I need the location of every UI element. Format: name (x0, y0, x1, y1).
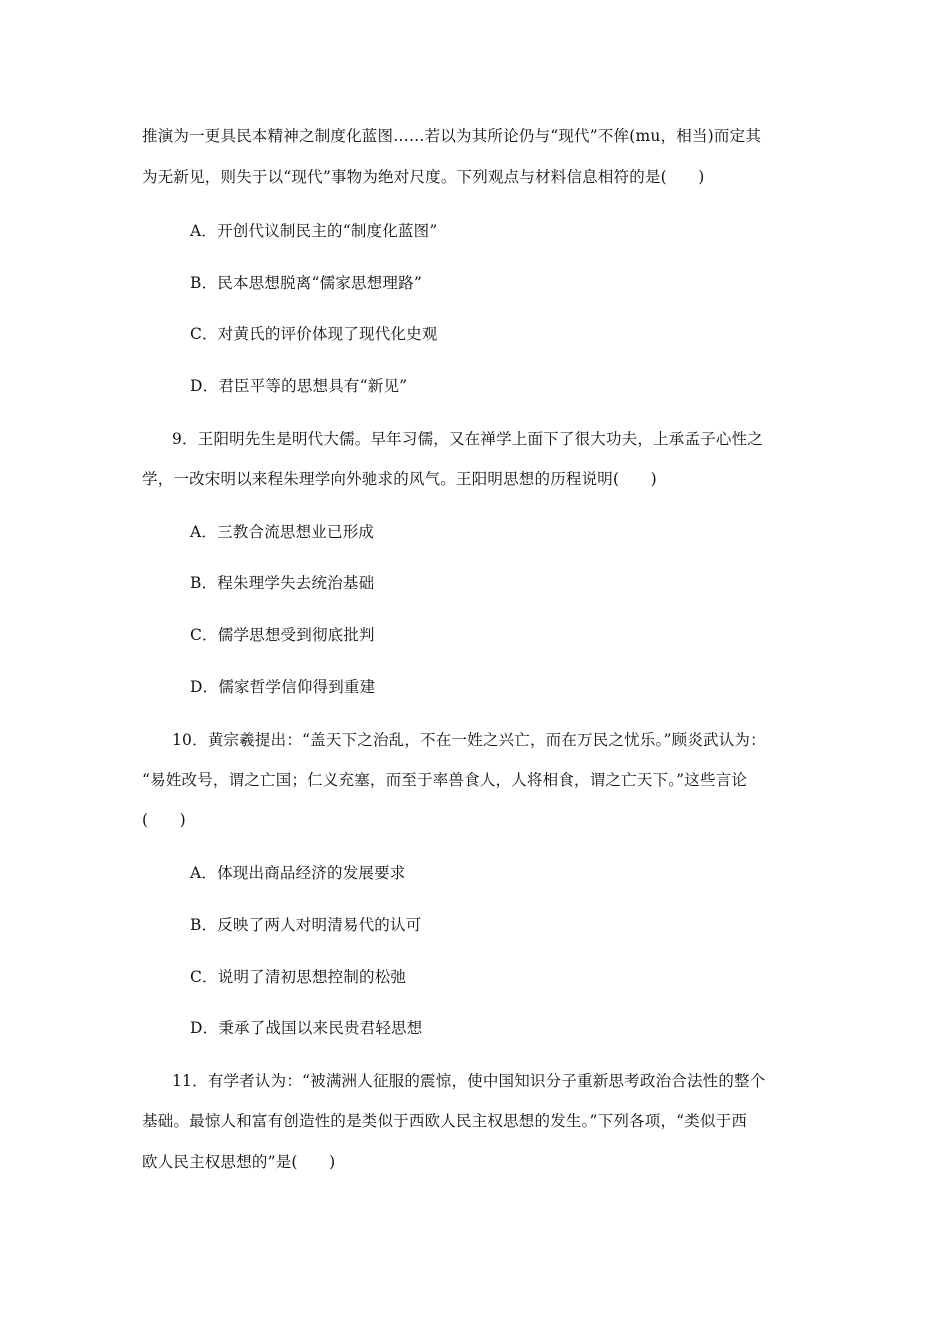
q8-stem-line-2: 为无新见，则失于以“现代”事物为绝对尺度。下列观点与材料信息相符的是( ) (142, 168, 705, 186)
q10-stem-line-1: 10．黄宗羲提出：“盖天下之治乱，不在一姓之兴亡，而在万民之忧乐。”顾炎武认为： (172, 731, 766, 749)
q9-option-d: D．儒家哲学信仰得到重建 (190, 678, 376, 696)
q11-stem-line-1: 11．有学者认为：“被满洲人征服的震惊，使中国知识分子重新思考政治合法性的整个 (172, 1072, 766, 1090)
q9-option-b: B．程朱理学失去统治基础 (190, 574, 375, 592)
q9-option-c: C．儒学思想受到彻底批判 (190, 626, 375, 644)
q10-option-c: C．说明了清初思想控制的松弛 (190, 968, 407, 986)
q10-stem-line-2: “易姓改号，谓之亡国；仁义充塞，而至于率兽食人，人将相食，谓之亡天下。”这些言论 (142, 771, 748, 789)
q8-option-b: B．民本思想脱离“儒家思想理路” (190, 274, 422, 292)
q8-option-a: A．开创代议制民主的“制度化蓝图” (190, 222, 438, 240)
q8-stem-line-1: 推演为一更具民本精神之制度化蓝图……若以为其所论仍与“现代”不侔(mu，相当)而定其 (142, 127, 762, 145)
q9-option-a: A．三教合流思想业已形成 (190, 523, 375, 541)
q10-option-b: B．反映了两人对明清易代的认可 (190, 916, 422, 934)
q11-stem-line-2: 基础。最惊人和富有创造性的是类似于西欧人民主权思想的发生。”下列各项，“类似于西 (142, 1112, 748, 1130)
q11-stem-line-3: 欧人民主权思想的”是( ) (142, 1153, 336, 1171)
q9-stem-line-1: 9．王阳明先生是明代大儒。早年习儒，又在禅学上面下了很大功夫，上承孟子心性之 (172, 430, 763, 448)
q10-option-d: D．秉承了战国以来民贵君轻思想 (190, 1019, 423, 1037)
q10-option-a: A．体现出商品经济的发展要求 (190, 864, 406, 882)
q9-stem-line-2: 学，一改宋明以来程朱理学向外驰求的风气。王阳明思想的历程说明( ) (142, 470, 657, 488)
q8-option-c: C．对黄氏的评价体现了现代化史观 (190, 325, 438, 343)
q8-option-d: D．君臣平等的思想具有“新见” (190, 377, 408, 395)
q10-stem-line-3: ( ) (142, 811, 186, 829)
